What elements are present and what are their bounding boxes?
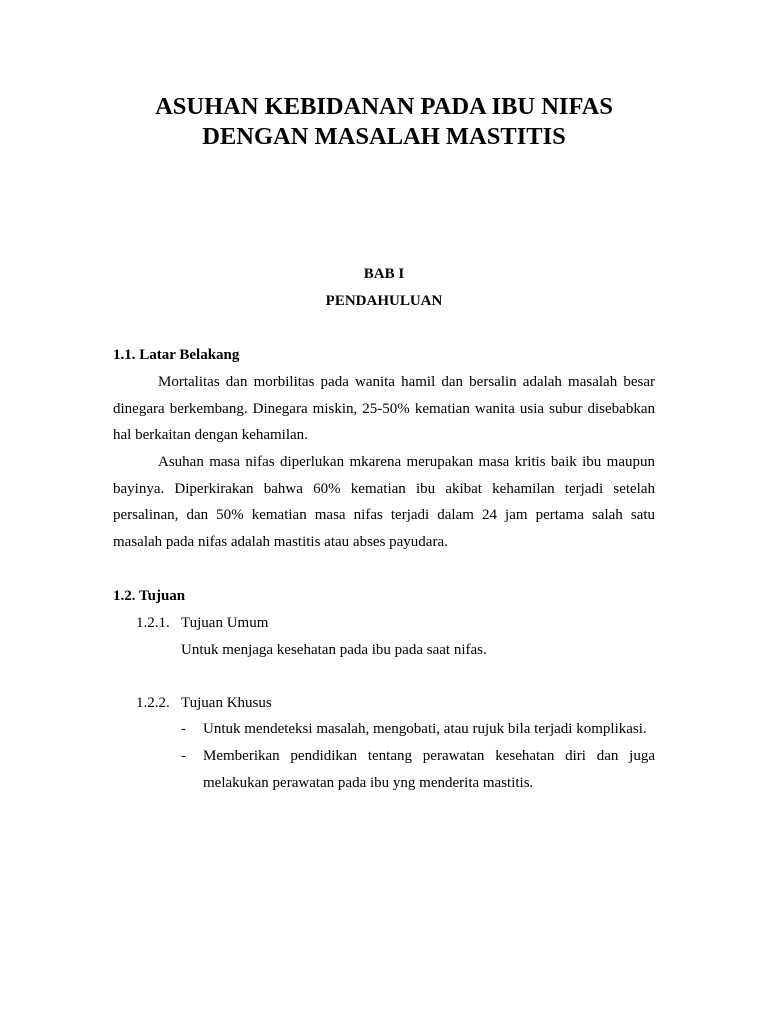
document-title: [0, 92, 768, 152]
tujuan-umum-text: Untuk menjaga kesehatan pada ibu pada saat nifas.: [181, 642, 487, 658]
bullet-item-2: [181, 743, 655, 796]
subsection-title: Tujuan Umum: [181, 615, 269, 631]
chapter-number: BAB I: [363, 266, 405, 282]
title-line-1: ASUHAN KEBIDANAN PADA IBU NIFAS: [155, 93, 613, 120]
bullet-item-1: [181, 716, 655, 743]
paragraph-1: [113, 369, 655, 449]
bullet-item-1-text: Untuk mendeteksi masalah, mengobati, atau rujuk bila terjadi komplikasi.: [203, 721, 647, 737]
paragraph-1-line-1: Mortalitas dan morbilitas pada wanita hamil dan bersalin adalah masalah besar: [158, 374, 655, 390]
paragraph-2-line-1: Asuhan masa nifas diperlukan mkarena merupakan masa kritis baik ibu maupun: [158, 454, 655, 470]
bullet-item-2-line-1: Memberikan pendidikan tentang perawatan kesehatan diri dan juga: [203, 748, 655, 764]
section-heading-tujuan: 1.2. Tujuan: [113, 588, 186, 604]
paragraph-2-line-4: masalah pada nifas adalah mastitis atau abses payudara.: [113, 534, 448, 551]
chapter-title: PENDAHULUAN: [325, 293, 443, 309]
paragraph-1-line-3: hal berkaitan dengan kehamilan.: [113, 427, 308, 444]
section-heading-latar-belakang: 1.1. Latar Belakang: [113, 347, 240, 363]
bullet-dash: -: [181, 721, 186, 737]
paragraph-1-line-2: dinegara berkembang. Dinegara miskin, 25-50% kematian wanita usia subur disebabkan: [113, 400, 655, 417]
subsection-number: 1.2.1.: [136, 615, 170, 631]
bullet-dash: -: [181, 748, 186, 764]
subsection-tujuan-khusus: [136, 693, 272, 713]
title-line-2: DENGAN MASALAH MASTITIS: [202, 123, 566, 150]
paragraph-2-line-2: bayinya. Diperkirakan bahwa 60% kematian ibu akibat kehamilan terjadi setelah: [113, 480, 655, 497]
paragraph-2-line-3: persalinan, dan 50% kematian masa nifas terjadi dalam 24 jam pertama salah satu: [113, 507, 655, 524]
subsection-tujuan-umum: [136, 613, 268, 633]
subsection-number: 1.2.2.: [136, 695, 170, 711]
paragraph-2: [113, 449, 655, 556]
bullet-item-2-line-2: melakukan perawatan pada ibu yng menderita mastitis.: [203, 774, 534, 791]
subsection-title: Tujuan Khusus: [181, 695, 272, 711]
